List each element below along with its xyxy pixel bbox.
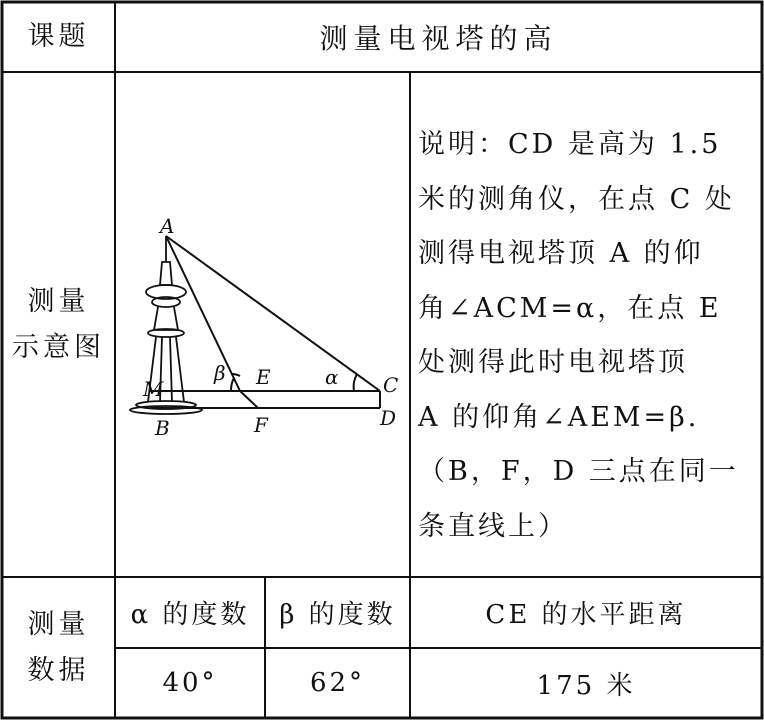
alpha-label: α	[325, 365, 339, 389]
page-title: 测量电视塔的高	[319, 22, 558, 55]
point-e-label: E	[256, 365, 271, 389]
point-m-label: M	[143, 377, 164, 401]
point-d-label: D	[380, 406, 397, 430]
header-beta-degree: β 的度数	[279, 600, 396, 630]
line-ef	[240, 391, 258, 408]
description-line: 测得电视塔顶 A 的仰	[418, 238, 704, 269]
line-ac	[166, 236, 380, 391]
value-beta: 62°	[309, 668, 366, 698]
description-line: 处测得此时电视塔顶	[418, 347, 688, 378]
description-text	[418, 118, 758, 554]
diagram-label-line1: 测量	[27, 285, 90, 317]
description-line: 角∠ACM=α，在点 E	[418, 292, 722, 324]
point-f-label: F	[254, 413, 268, 437]
data-row-label	[2, 577, 115, 718]
header-alpha-degree: α 的度数	[130, 600, 250, 630]
tower-icon	[130, 236, 202, 414]
description-line: 米的测角仪，在点 C 处	[418, 183, 735, 215]
description-line: 条直线上）	[418, 510, 568, 542]
alpha-arc	[354, 374, 357, 391]
value-alpha: 40°	[162, 668, 218, 698]
description-line: （B，F，D 三点在同一	[418, 456, 739, 487]
point-b-label: B	[155, 416, 170, 440]
beta-label: β	[214, 361, 226, 385]
line-ae	[166, 236, 240, 391]
value-ce: 175 米	[536, 670, 636, 701]
tower-diagram	[115, 72, 410, 577]
data-label-line1: 测量	[27, 608, 90, 640]
diagram-row-label	[2, 72, 115, 577]
description-line: A 的仰角∠AEM=β.	[418, 401, 700, 433]
data-label-line2: 数据	[27, 654, 90, 686]
point-a-label: A	[160, 214, 175, 238]
description-line: 说明：CD 是高为 1.5	[418, 129, 722, 160]
point-c-label: C	[383, 373, 399, 397]
diagram-label-line2: 示意图	[12, 331, 105, 363]
header-ce-distance: CE 的水平距离	[485, 600, 687, 630]
header-topic-label: 课题	[27, 21, 90, 53]
